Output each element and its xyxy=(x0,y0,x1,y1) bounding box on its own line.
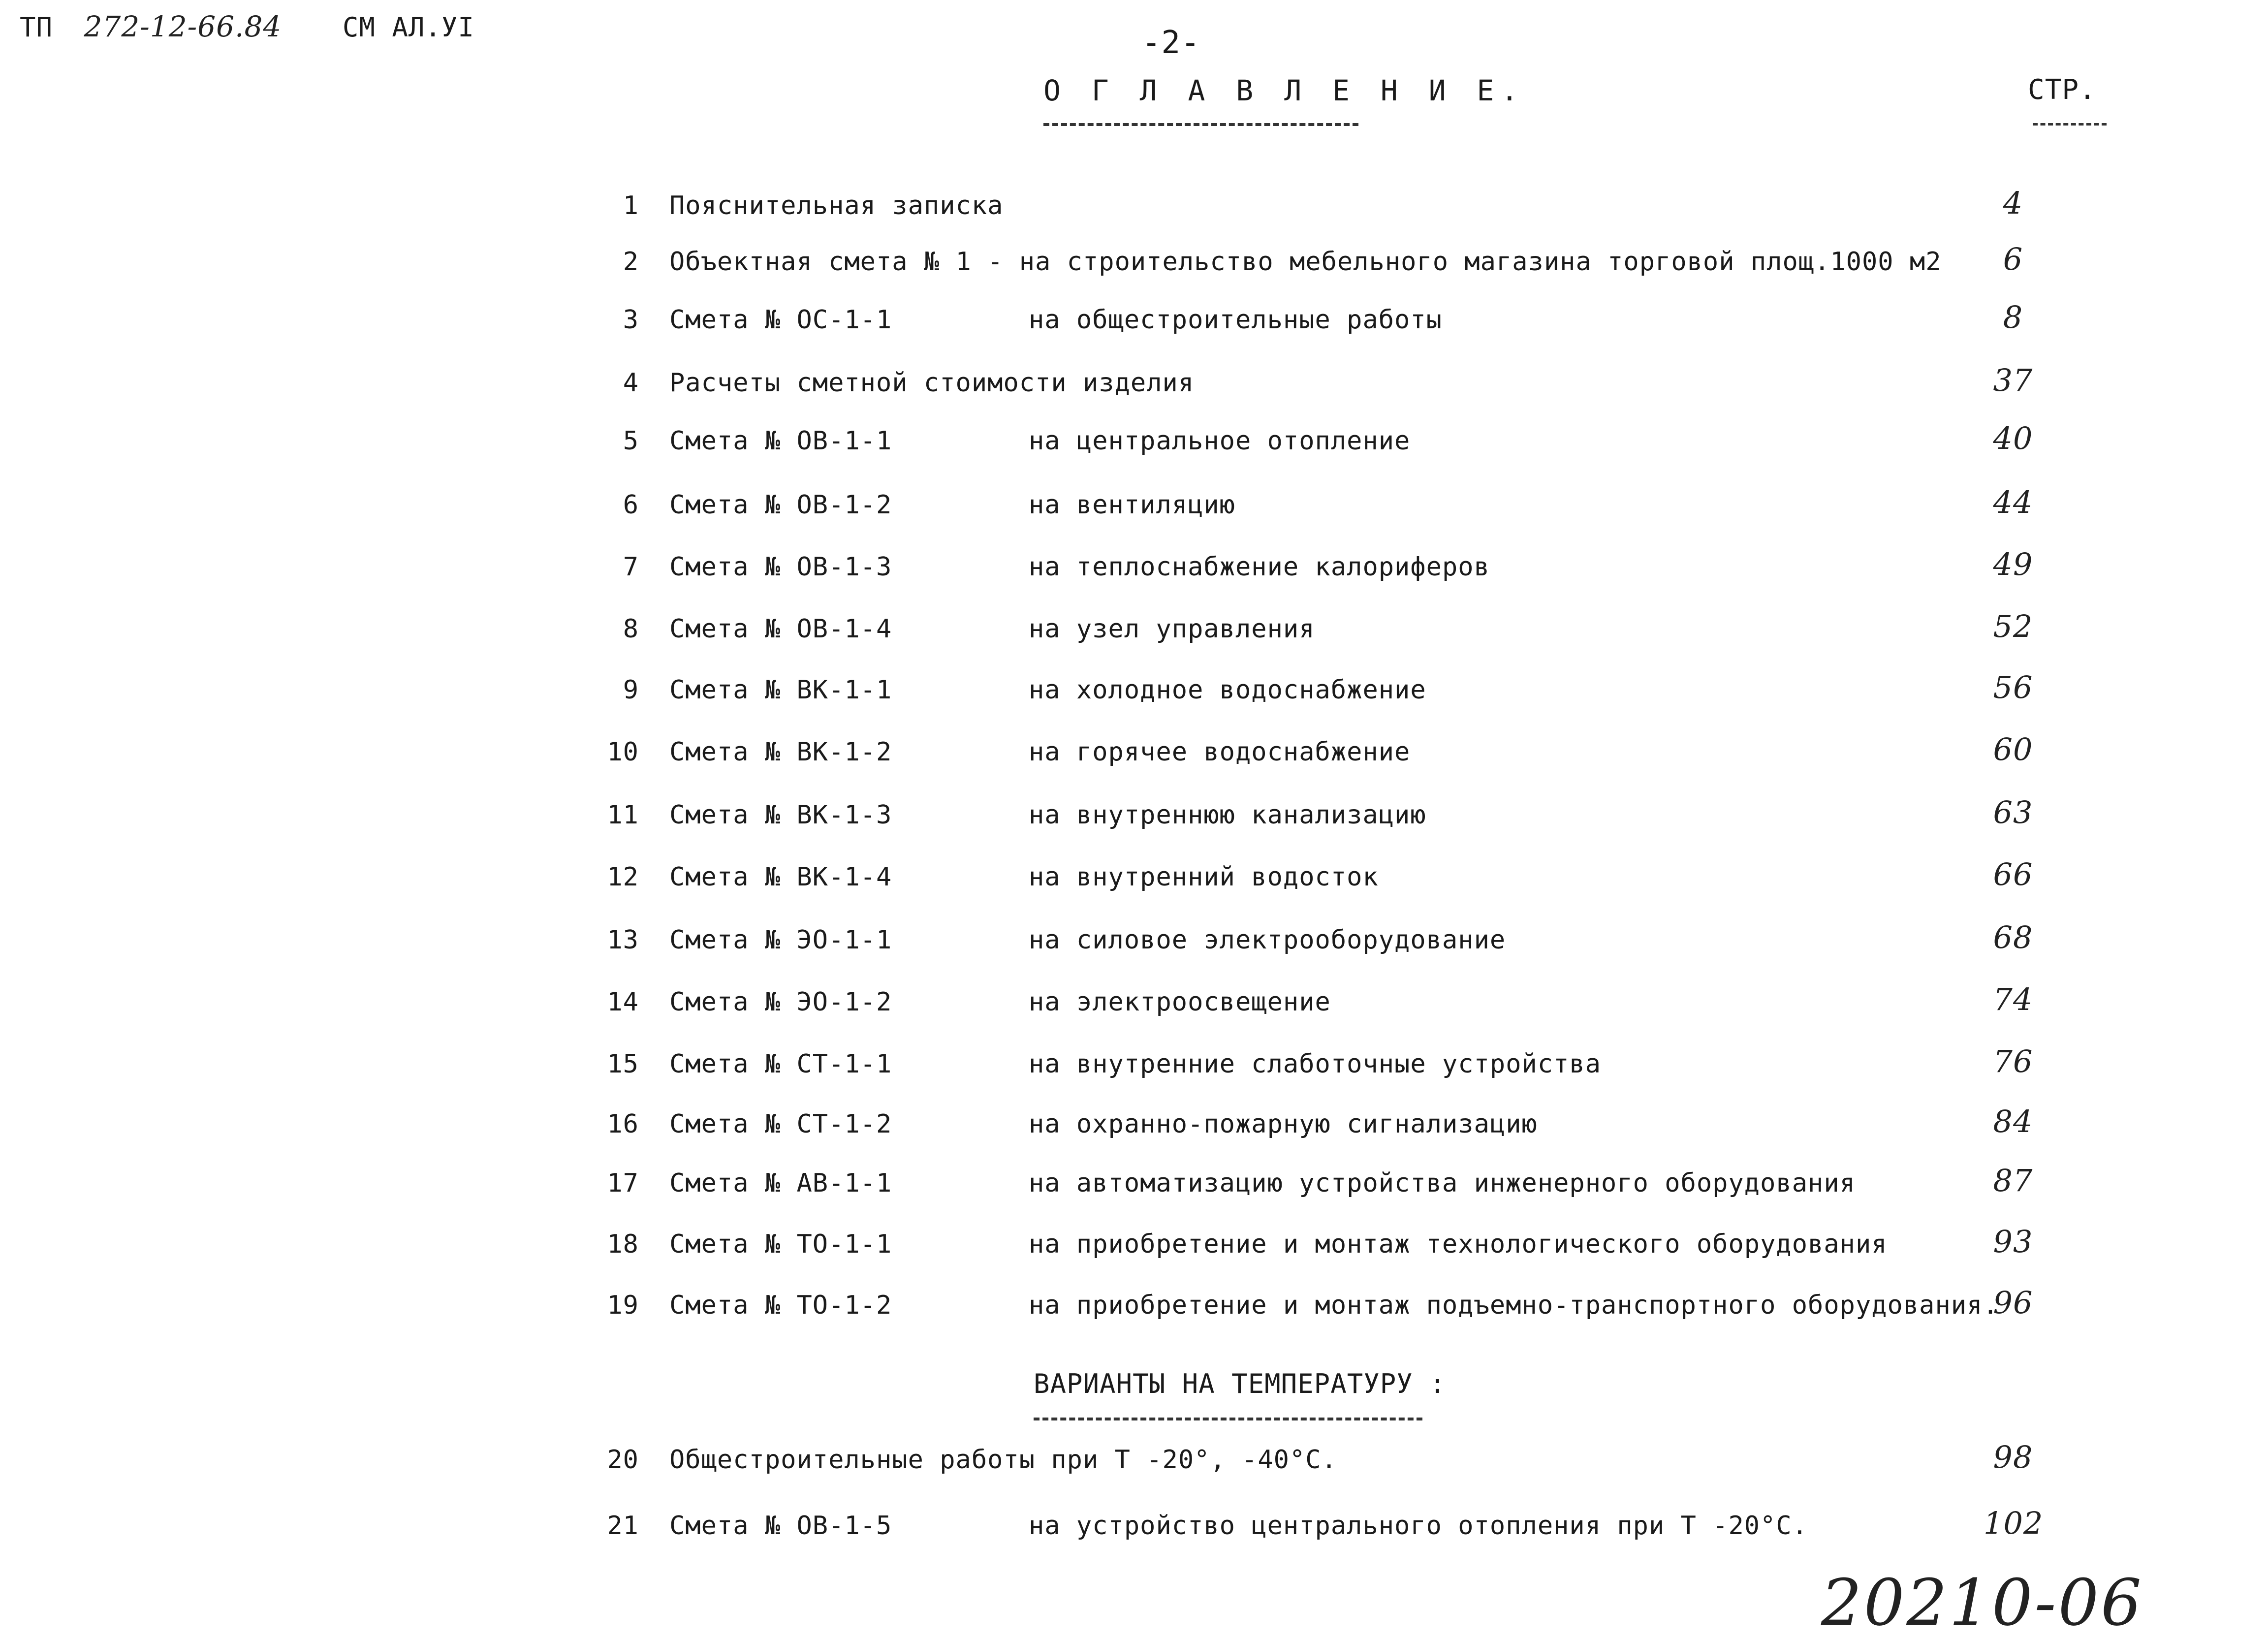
item-description: на внутренние слаботочные устройства xyxy=(1029,1049,1602,1079)
item-page: 52 xyxy=(1993,608,2033,644)
toc-row xyxy=(0,362,2268,408)
item-title: Смета № ТО-1-1 xyxy=(669,1230,892,1259)
item-number: 21 xyxy=(607,1511,639,1541)
item-title: Смета № ОС-1-1 xyxy=(669,305,892,335)
item-page: 4 xyxy=(2003,185,2023,221)
item-title: Смета № ВК-1-1 xyxy=(669,675,892,705)
item-title: Смета № ВК-1-2 xyxy=(669,737,892,767)
item-number: 15 xyxy=(607,1049,639,1079)
item-description: на автоматизацию устройства инженерного оборудования xyxy=(1029,1168,1856,1198)
toc-title: О Г Л А В Л Е Н И Е. xyxy=(1043,74,1525,107)
item-description: на горячее водоснабжение xyxy=(1029,737,1411,767)
item-title: Смета № ОВ-1-1 xyxy=(669,426,892,456)
item-number: 3 xyxy=(623,305,639,335)
item-title: Пояснительная записка xyxy=(669,191,1004,221)
item-description: на узел управления xyxy=(1029,614,1315,644)
toc-row xyxy=(0,856,2268,902)
item-number: 4 xyxy=(623,368,639,398)
item-description: на охранно-пожарную сигнализацию xyxy=(1029,1109,1538,1139)
item-title: Расчеты сметной стоимости изделия xyxy=(669,368,1195,398)
item-page: 6 xyxy=(2003,241,2023,277)
item-page: 68 xyxy=(1993,919,2033,955)
toc-row xyxy=(0,669,2268,715)
item-description: на электроосвещение xyxy=(1029,987,1331,1017)
item-number: 2 xyxy=(623,247,639,277)
item-number: 17 xyxy=(607,1168,639,1198)
toc-row xyxy=(0,608,2268,654)
item-page: 76 xyxy=(1993,1043,2033,1079)
toc-row xyxy=(0,1224,2268,1269)
item-title: Смета № ЭО-1-2 xyxy=(669,987,892,1017)
variants-underline xyxy=(1034,1418,1422,1420)
item-page: 93 xyxy=(1993,1224,2033,1260)
toc-row xyxy=(0,1439,2268,1484)
toc-row xyxy=(0,1505,2268,1550)
item-title: Смета № ЭО-1-1 xyxy=(669,925,892,955)
item-title: Смета № ОВ-1-2 xyxy=(669,490,892,520)
item-number: 14 xyxy=(607,987,639,1017)
item-page: 102 xyxy=(1984,1505,2044,1541)
item-number: 13 xyxy=(607,925,639,955)
item-page: 66 xyxy=(1993,856,2033,892)
item-page: 49 xyxy=(1993,546,2033,582)
item-number: 18 xyxy=(607,1230,639,1259)
item-title: Объектная смета № 1 - на строительство мебельного магазина торговой площ.1000 м2 xyxy=(669,247,1942,277)
item-number: 20 xyxy=(607,1445,639,1475)
toc-row xyxy=(0,484,2268,530)
item-title: Смета № ВК-1-4 xyxy=(669,862,892,892)
item-number: 16 xyxy=(607,1109,639,1139)
item-page: 40 xyxy=(1993,420,2033,456)
item-title: Смета № ТО-1-2 xyxy=(669,1291,892,1320)
item-page: 37 xyxy=(1993,362,2033,398)
item-description: на вентиляцию xyxy=(1029,490,1235,520)
item-number: 12 xyxy=(607,862,639,892)
item-page: 98 xyxy=(1993,1439,2033,1475)
item-description: на внутреннюю канализацию xyxy=(1029,800,1426,830)
page-column-header: СТР. xyxy=(2028,74,2096,106)
page-column-underline xyxy=(2033,123,2107,126)
item-title: Смета № СТ-1-2 xyxy=(669,1109,892,1139)
item-title: Смета № ОВ-1-4 xyxy=(669,614,892,644)
item-title: Смета № АВ-1-1 xyxy=(669,1168,892,1198)
toc-row xyxy=(0,1043,2268,1089)
item-number: 11 xyxy=(607,800,639,830)
toc-row xyxy=(0,981,2268,1027)
toc-row xyxy=(0,185,2268,230)
sheet-code: СМ АЛ.УI xyxy=(342,12,474,43)
item-title: Смета № ОВ-1-5 xyxy=(669,1511,892,1541)
item-page: 44 xyxy=(1993,484,2033,520)
toc-row xyxy=(0,794,2268,840)
toc-row xyxy=(0,299,2268,345)
item-page: 63 xyxy=(1993,794,2033,830)
item-page: 87 xyxy=(1993,1163,2033,1198)
item-description: на приобретение и монтаж подъемно-транспортного оборудования. xyxy=(1029,1291,1999,1320)
item-description: на приобретение и монтаж технологического оборудования xyxy=(1029,1230,1888,1259)
item-page: 84 xyxy=(1993,1104,2033,1139)
toc-row xyxy=(0,546,2268,592)
toc-row xyxy=(0,919,2268,965)
item-description: на теплоснабжение калориферов xyxy=(1029,552,1490,582)
doc-number: 272-12-66.84 xyxy=(84,10,282,43)
doc-prefix: ТП xyxy=(20,12,53,43)
item-number: 10 xyxy=(607,737,639,767)
item-page: 74 xyxy=(1993,981,2033,1017)
item-number: 7 xyxy=(623,552,639,582)
item-description: на центральное отопление xyxy=(1029,426,1411,456)
toc-row xyxy=(0,420,2268,466)
item-title: Общестроительные работы при Т -20°, -40°С. xyxy=(669,1445,1337,1475)
toc-row xyxy=(0,1285,2268,1330)
page-number: -2- xyxy=(1142,25,1200,61)
toc-row xyxy=(0,1104,2268,1149)
item-number: 5 xyxy=(623,426,639,456)
item-title: Смета № СТ-1-1 xyxy=(669,1049,892,1079)
toc-row xyxy=(0,731,2268,777)
item-page: 56 xyxy=(1993,669,2033,705)
document-code xyxy=(20,10,474,43)
item-description: на устройство центрального отопления при Т -20°С. xyxy=(1029,1511,1808,1541)
item-number: 1 xyxy=(623,191,639,221)
item-description: на холодное водоснабжение xyxy=(1029,675,1426,705)
item-description: на общестроительные работы xyxy=(1029,305,1442,335)
item-page: 8 xyxy=(2003,299,2023,335)
item-page: 60 xyxy=(1993,731,2033,767)
item-number: 8 xyxy=(623,614,639,644)
toc-row xyxy=(0,1163,2268,1208)
variants-heading: ВАРИАНТЫ НА ТЕМПЕРАТУРУ : xyxy=(1034,1368,1446,1399)
item-number: 19 xyxy=(607,1291,639,1320)
archive-number: 20210-06 xyxy=(1821,1565,2143,1640)
title-underline xyxy=(1043,123,1358,126)
item-title: Смета № ОВ-1-3 xyxy=(669,552,892,582)
item-number: 9 xyxy=(623,675,639,705)
item-description: на силовое электрооборудование xyxy=(1029,925,1506,955)
item-number: 6 xyxy=(623,490,639,520)
item-title: Смета № ВК-1-3 xyxy=(669,800,892,830)
toc-row xyxy=(0,241,2268,286)
item-page: 96 xyxy=(1993,1285,2033,1321)
item-description: на внутренний водосток xyxy=(1029,862,1379,892)
